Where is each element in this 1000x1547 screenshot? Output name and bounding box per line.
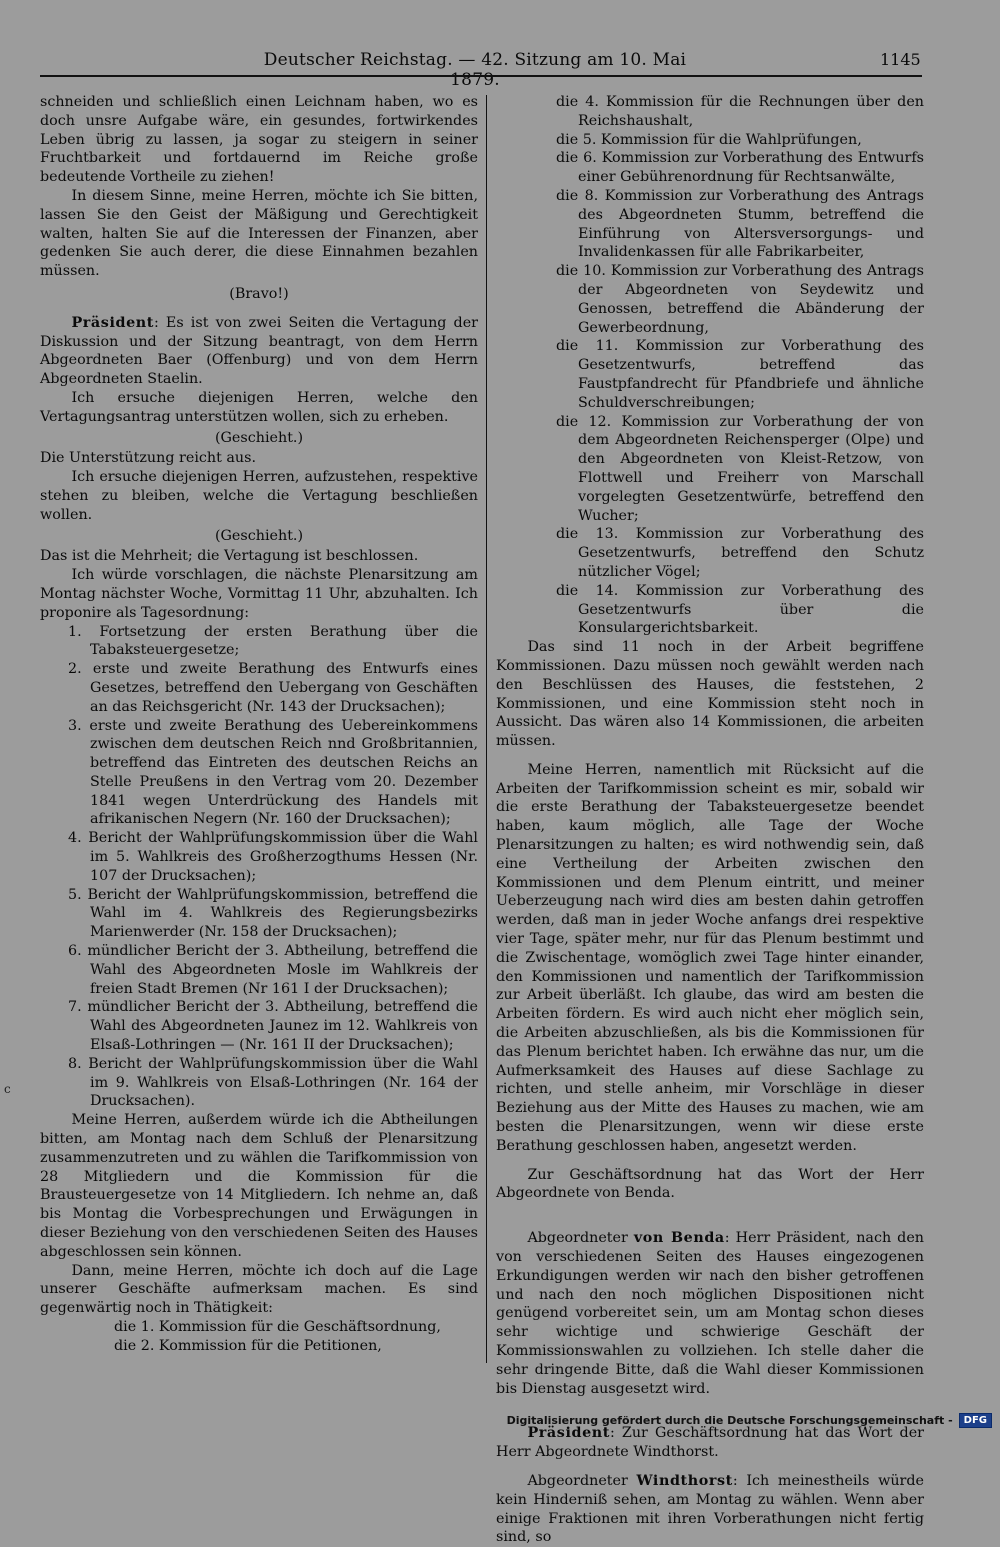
- commission-item: die 14. Kommission zur Vorberathung des Gesetzentwurfs über die Konsulargerichtsbarkeit.: [556, 582, 924, 637]
- agenda-item: 2. erste und zweite Berathung des Entwurfs eines Gesetzes, betreffend den Uebergang von Geschäften an das Reichsgericht (Nr. 143 der Drucksachen);: [68, 661, 478, 715]
- left-column: [40, 93, 478, 1356]
- right-column: [496, 93, 924, 1547]
- paragraph: Zur Geschäftsordnung hat das Wort der Herr Abgeordnete von Benda.: [496, 1166, 924, 1202]
- commission-item: die 8. Kommission zur Vorberathung des Antrags des Abgeordneten Stumm, betreffend die Einführung von Altersversorgungs- und Invalidenkassen für alle Fabrikarbeiter,: [556, 187, 924, 261]
- commission-item: die 6. Kommission zur Vorberathung des Entwurfs einer Gebührenordnung für Rechtsanwälte,: [556, 150, 924, 186]
- speaker-role: Abgeordneter: [527, 1472, 637, 1489]
- agenda-item: 7. mündlicher Bericht der 3. Abtheilung, betreffend die Wahl des Abgeordneten Jaunez im 12. Wahlkreis von Elsaß-Lothringen — (Nr. 161 II der Drucksachen);: [68, 999, 478, 1054]
- commission-item: die 5. Kommission für die Wahlprüfungen,: [556, 131, 862, 148]
- dfg-logo-icon: DFG: [959, 1413, 992, 1428]
- commission-item: die 10. Kommission zur Vorberathung des Antrags der Abgeordneten von Seydewitz und Genossen, betreffend die Abänderung der Gewerbeordnung,: [556, 263, 924, 336]
- speech-text: : Ich meinestheils würde kein Hinderniß sehen, am Montag zu wählen. Wenn aber einige Fraktionen mit ihren Vorberathungen nicht fertig sind, so: [496, 1472, 924, 1546]
- speech-text: : Zur Geschäftsordnung hat das Wort der Herr Abgeordnete Windthorst.: [496, 1425, 924, 1461]
- agenda-item: 1. Fortsetzung der ersten Berathung über die Tabaksteuergesetze;: [68, 623, 478, 659]
- footer-text: Digitalisierung gefördert durch die Deutsche Forschungsgemeinschaft -: [506, 1414, 953, 1427]
- commission-item: die 1. Kommission für die Geschäftsordnung,: [114, 1319, 441, 1335]
- interjection: (Bravo!): [229, 285, 289, 302]
- agenda-item: 4. Bericht der Wahlprüfungskommission über die Wahl im 5. Wahlkreis des Großherzogthums Hessen (Nr. 107 der Drucksachen);: [68, 830, 478, 884]
- agenda-item: 5. Bericht der Wahlprüfungskommission, betreffend die Wahl im 4. Wahlkreis des Regierungsbezirks Marienwerder (Nr. 158 der Drucksachen);: [68, 886, 478, 941]
- speech-windthorst: [496, 1472, 924, 1547]
- speaker-role: Abgeordneter: [527, 1230, 634, 1247]
- header-rule: [40, 75, 922, 77]
- interjection: (Geschieht.): [214, 527, 304, 544]
- paragraph: Meine Herren, namentlich mit Rücksicht auf die Arbeiten der Tarifkommission scheint es mir, sobald wir die erste Berathung der Tabaksteuergesetze beendet haben, kaum möglich, alle Tage der Woche Plenarsitzungen zu halten; es wird nothwendig sein, daß eine Vertheilung der Arbeiten zwischen den Kommissionen und dem Plenum eintritt, und meiner Ueberzeugung nach wird dies am besten dahin getroffen werden, daß man in jeder Woche anfangs drei respektive vier Tage, später mehr, nur für das Plenum bestimmt und die Zwischentage, womöglich zwei Tage hinter einander, den Kommissionen und namentlich der Tarifkommission zur Arbeit überläßt. Ich glaube, das wird am besten die Arbeiten fördern. Es wird auch nicht eher möglich sein, die Arbeiten abzuschließen, als bis die Kommissionen für das Plenum berichtet haben. Ich erwähne das nur, um die Aufmerksamkeit des Hauses auf diese Sachlage zu richten, und stelle anheim, mir Vorschläge in dieser Beziehung aus der Mitte des Hauses zu machen, wie am besten die Plenarsitzungen, wenn wir diese erste Berathung geschlossen haben, angesetzt werden.: [496, 761, 924, 1154]
- paragraph: Ich ersuche diejenigen Herren, welche den Vertagungsantrag unterstützen wollen, sich zu erheben.: [40, 389, 478, 425]
- speaker-name: von Benda: [633, 1230, 725, 1247]
- paragraph: Ich ersuche diejenigen Herren, aufzustehen, respektive stehen zu bleiben, welche die Vertagung beschließen wollen.: [40, 469, 478, 523]
- paragraph: Meine Herren, außerdem würde ich die Abtheilungen bitten, am Montag nach dem Schluß der Plenarsitzung zusammenzutreten und zu wählen die Tarifkommission von 28 Mitgliedern und die Kommission für die Brausteuergesetze von 14 Mitgliedern. Ich nehme an, daß bis Montag die Vorbesprechungen und Erwägungen in dieser Beziehung von den verschiedenen Seiten des Hauses abgeschlossen sein können.: [40, 1112, 478, 1260]
- running-header-title: Deutscher Reichstag. — 42. Sitzung am 10. Mai 1879.: [263, 50, 687, 90]
- commission-item: die 11. Kommission zur Vorberathung des Gesetzentwurfs, betreffend das Faustpfandrecht für Pfandbriefe und ähnliche Schuldverschreibungen;: [556, 338, 924, 411]
- paragraph: Dann, meine Herren, möchte ich doch auf die Lage unserer Geschäfte aufmerksam machen. Es sind gegenwärtig noch in Thätigkeit:: [40, 1262, 478, 1317]
- speaker-name: Präsident: [71, 314, 154, 331]
- speech-praesident: [40, 314, 478, 389]
- paragraph: Das sind 11 noch in der Arbeit begriffene Kommissionen. Dazu müssen noch gewählt werden nach den Beschlüssen des Hauses, die feststehen, 2 Kommissionen, und eine Kommission steht noch in Aussicht. Das wären also 14 Kommissionen, die arbeiten müssen.: [496, 639, 924, 750]
- paragraph: In diesem Sinne, meine Herren, möchte ich Sie bitten, lassen Sie den Geist der Mäßigung und Gerechtigkeit walten, halten Sie auf die Interessen der Finanzen, aber gedenken Sie auch derer, die diese Einnahmen bezahlen müssen.: [40, 187, 478, 280]
- speaker-name: Präsident: [527, 1425, 610, 1442]
- margin-mark: c: [4, 1082, 11, 1096]
- paragraph: Ich würde vorschlagen, die nächste Plenarsitzung am Montag nächster Woche, Vormittag 11 Uhr, abzuhalten. Ich proponire als Tagesordnung:: [40, 567, 478, 621]
- agenda-item: 8. Bericht der Wahlprüfungskommission über die Wahl im 9. Wahlkreis von Elsaß-Lothringen (Nr. 164 der Drucksachen).: [68, 1055, 478, 1110]
- commission-item: die 12. Kommission zur Vorberathung der von dem Abgeordneten Reichensperger (Olpe) und den Abgeordneten von Kleist-Retzow, von Flottwell und Freiherr von Marschall vorgelegten Gesetzentwürfe, betreffend den Wucher;: [556, 413, 924, 524]
- page-number: 1145: [880, 50, 921, 69]
- paragraph: schneiden und schließlich einen Leichnam haben, wo es doch unsre Aufgabe wäre, ein gesundes, fortwirkendes Leben übrig zu lassen, ja sogar zu steigern in seiner Fruchtbarkeit und fortdauernd im Reiche große bedeutende Vortheile zu ziehen!: [40, 94, 478, 186]
- speech-praesident: [496, 1424, 924, 1462]
- speech-text: : Es ist von zwei Seiten die Vertagung der Diskussion und der Sitzung beantragt, von dem Herrn Abgeordneten Baer (Offenburg) und von dem Herrn Abgeordneten Staelin.: [40, 314, 478, 388]
- speech-text: : Herr Präsident, nach den von verschiedenen Seiten des Hauses eingezogenen Erkundigungen werden wir nach den bisher getroffenen und nach den noch möglichen Dispositionen nicht genügend vorbereitet sein, um am Montag schon dieses sehr wichtige und schwierige Geschäft der Kommissionswahlen zu vollziehen. Ich stelle daher die sehr dringende Bitte, daß die Wahl dieser Kommissionen bis Dienstag ausgesetzt wird.: [496, 1230, 925, 1397]
- interjection: (Geschieht.): [214, 429, 304, 446]
- digitization-footer: [507, 1413, 992, 1428]
- column-divider: [486, 95, 487, 1363]
- commission-item: die 2. Kommission für die Petitionen,: [114, 1337, 382, 1354]
- agenda-item: 6. mündlicher Bericht der 3. Abtheilung, betreffend die Wahl des Abgeordneten Mosle im Wahlkreis der freien Stadt Bremen (Nr 161 I der Drucksachen);: [68, 943, 478, 997]
- commission-item: die 4. Kommission für die Rechnungen über den Reichshaushalt,: [556, 94, 924, 129]
- paragraph: Das ist die Mehrheit; die Vertagung ist beschlossen.: [40, 548, 419, 565]
- speaker-name: Windthorst: [636, 1472, 733, 1489]
- paragraph: Die Unterstützung reicht aus.: [40, 450, 257, 467]
- agenda-item: 3. erste und zweite Berathung des Uebereinkommens zwischen dem deutschen Reich nnd Großbritannien, betreffend das Eintreten des deutschen Reichs an Stelle Preußens in den Vertrag vom 20. Dezember 1841 wegen Unterdrückung des Handels mit afrikanischen Negern (Nr. 160 der Drucksachen);: [68, 717, 478, 828]
- commission-item: die 13. Kommission zur Vorberathung des Gesetzentwurfs, betreffend den Schutz nützlicher Vögel;: [556, 526, 924, 580]
- speech-von-benda: [496, 1229, 924, 1398]
